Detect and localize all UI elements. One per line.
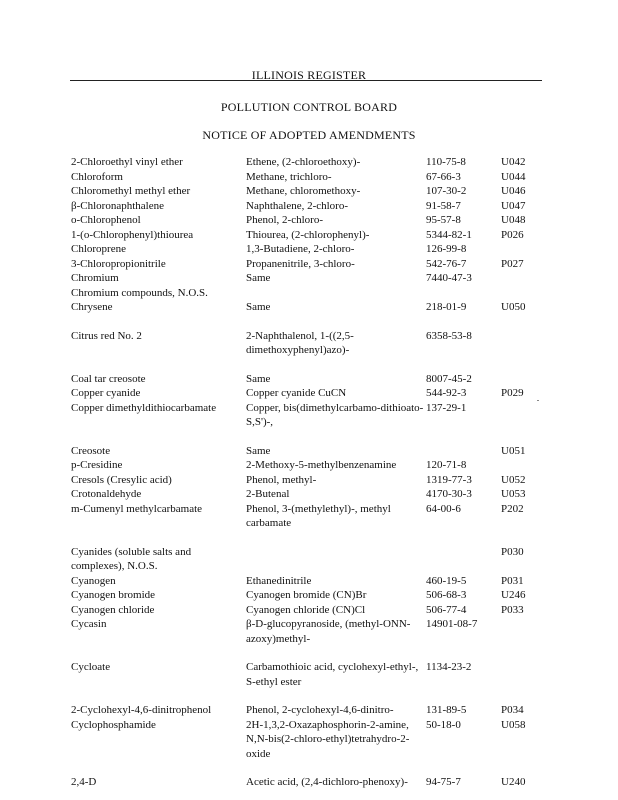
waste-code <box>501 271 541 286</box>
chemical-synonym <box>246 531 426 574</box>
chemical-name: Chloromethyl methyl ether <box>71 185 191 197</box>
chemical-synonym: Phenol, 2-cyclohexyl-4,6-dinitro- <box>246 704 394 716</box>
board-title: POLLUTION CONTROL BOARD <box>220 100 398 114</box>
waste-code: P031 <box>501 574 524 587</box>
waste-code: P026 <box>501 228 524 241</box>
cas-number <box>426 286 501 301</box>
waste-code: U046 <box>501 185 526 197</box>
chemical-synonym: 2-Naphthalenol, 1-((2,5-dimethoxyphenyl)azo)- <box>246 329 354 356</box>
chemical-synonym: Same <box>246 444 271 457</box>
waste-code: U058 <box>501 718 526 731</box>
chemical-synonym: Same <box>246 301 271 313</box>
chemical-synonym: β-D-glucopyranoside, (methyl-ONN-azoxy)methyl- <box>246 618 411 645</box>
cas-number: 6358-53-8 <box>426 329 472 342</box>
cas-number: 126-99-8 <box>426 243 467 255</box>
table-row <box>71 155 541 170</box>
table-row <box>71 574 541 589</box>
waste-code <box>501 358 541 387</box>
chemical-name: Chromium <box>71 272 119 284</box>
chemical-synonym: Copper cyanide CuCN <box>246 387 347 399</box>
cas-number: 506-77-4 <box>426 603 467 616</box>
cas-number: 50-18-0 <box>426 718 461 731</box>
waste-code: U246 <box>501 589 526 601</box>
chemical-name: Creosote <box>71 444 111 457</box>
chemical-synonym: Cyanogen bromide (CN)Br <box>246 589 367 601</box>
chemical-synonym: Acetic acid, (2,4-dichloro-phenoxy)- <box>246 776 408 788</box>
cas-number <box>426 430 501 459</box>
chemical-name: 2-Chloroethyl vinyl ether <box>71 156 183 168</box>
cas-number: 137-29-1 <box>426 401 467 414</box>
chemical-name: Citrus red No. 2 <box>71 329 142 342</box>
chemical-name: 2-Cyclohexyl-4,6-dinitrophenol <box>71 704 212 716</box>
table-row <box>71 286 541 301</box>
waste-code: P034 <box>501 704 524 716</box>
chemical-name: Cycloate <box>71 661 111 673</box>
cas-number: 110-75-8 <box>426 156 466 168</box>
table-row <box>71 271 541 286</box>
scan-speck <box>537 400 539 401</box>
cas-number: 91-58-7 <box>426 199 461 212</box>
cas-number: 1134-23-2 <box>426 661 472 673</box>
table-row <box>71 487 541 502</box>
chemical-name: o-Chlorophenol <box>71 214 141 226</box>
cas-number: 218-01-9 <box>426 301 467 313</box>
table-row <box>71 473 541 488</box>
chemical-name: Chloroprene <box>71 243 126 255</box>
chemical-synonym: Ethene, (2-chloroethoxy)- <box>246 156 361 168</box>
table-row <box>71 199 541 214</box>
chemical-name: Chloroform <box>71 170 123 183</box>
chemical-synonym: Ethanedinitrile <box>246 574 312 587</box>
cas-number: 64-00-6 <box>426 502 461 515</box>
chemical-name: Cycasin <box>71 618 107 630</box>
waste-code <box>501 617 541 646</box>
register-title: ILLINOIS REGISTER <box>251 68 367 82</box>
table-row <box>71 358 541 387</box>
cas-number: 95-57-8 <box>426 214 461 226</box>
waste-code: U050 <box>501 301 526 313</box>
cas-number: 7440-47-3 <box>426 272 472 284</box>
table-row <box>71 386 541 401</box>
cas-number: 1319-77-3 <box>426 473 472 486</box>
chemical-synonym: Same <box>246 272 271 284</box>
table-row <box>71 213 541 228</box>
cas-number: 107-30-2 <box>426 185 467 197</box>
chemical-table-body <box>71 155 541 790</box>
waste-code: U044 <box>501 170 526 183</box>
chemical-synonym: Phenol, 2-chloro- <box>246 214 323 226</box>
waste-code: U047 <box>501 199 526 212</box>
waste-code <box>501 242 541 257</box>
notice-title: NOTICE OF ADOPTED AMENDMENTS <box>202 128 416 142</box>
chemical-name: Cyclophosphamide <box>71 718 156 731</box>
table-row <box>71 242 541 257</box>
table-row <box>71 531 541 574</box>
chemical-name: p-Cresidine <box>71 459 123 471</box>
chemical-synonym: Phenol, methyl- <box>246 473 317 486</box>
cas-number: 506-68-3 <box>426 589 467 601</box>
chemical-synonym: 2-Butenal <box>246 488 290 500</box>
cas-number: 14901-08-7 <box>426 618 478 630</box>
waste-code <box>501 646 541 689</box>
table-row <box>71 170 541 185</box>
chemical-name: Copper dimethyldithiocarbamate <box>71 401 217 414</box>
chemical-name: β-Chloronaphthalene <box>71 199 164 212</box>
chemical-name: Chrysene <box>71 301 113 313</box>
waste-code: U048 <box>501 214 526 226</box>
waste-code: P030 <box>501 545 524 558</box>
table-row <box>71 257 541 272</box>
waste-code: U052 <box>501 473 526 486</box>
waste-code <box>501 315 541 358</box>
chemical-name: 1-(o-Chlorophenyl)thiourea <box>71 228 194 241</box>
table-row <box>71 502 541 531</box>
chemical-synonym: Carbamothioic acid, cyclohexyl-ethyl-, S-ethyl ester <box>246 661 419 688</box>
chemical-synonym: 2H-1,3,2-Oxazaphosphorin-2-amine, N,N-bis(2-chloro-ethyl)tetrahydro-2-oxide <box>246 718 410 760</box>
cas-number: 67-66-3 <box>426 170 461 183</box>
chemical-name: Cyanogen <box>71 574 116 587</box>
table-row <box>71 588 541 603</box>
waste-code <box>501 458 541 473</box>
table-row <box>71 603 541 618</box>
chemical-name: m-Cumenyl methylcarbamate <box>71 502 203 515</box>
chemical-synonym: Thiourea, (2-chlorophenyl)- <box>246 228 370 241</box>
chemical-synonym: Methane, trichloro- <box>246 170 332 183</box>
waste-code: U051 <box>501 444 526 457</box>
table-row <box>71 718 541 762</box>
table-row <box>71 458 541 473</box>
cas-number: 8007-45-2 <box>426 372 472 385</box>
table-row <box>71 315 541 358</box>
chemical-synonym: Copper, bis(dimethylcarbamo-dithioato-S,S')-, <box>246 401 424 428</box>
chemical-synonym: Methane, chloromethoxy- <box>246 185 361 197</box>
chemical-synonym: 2-Methoxy-5-methylbenzenamine <box>246 459 397 471</box>
chemical-synonym: 1,3-Butadiene, 2-chloro- <box>246 243 355 255</box>
cas-number: 4170-30-3 <box>426 488 472 500</box>
cas-number: 542-76-7 <box>426 257 467 270</box>
chemical-name: 3-Chloropropionitrile <box>71 257 166 270</box>
table-row <box>71 646 541 689</box>
waste-code <box>501 401 541 430</box>
chemical-name: Coal tar creosote <box>71 372 146 385</box>
chemical-synonym: Phenol, 3-(methylethyl)-, methyl carbamate <box>246 502 391 529</box>
cas-number: 544-92-3 <box>426 387 467 399</box>
chemical-table <box>71 155 541 790</box>
chemical-name: Crotonaldehyde <box>71 488 142 500</box>
waste-code: U042 <box>501 156 526 168</box>
chemical-name: Cresols (Cresylic acid) <box>71 473 172 486</box>
table-row <box>71 617 541 646</box>
chemical-synonym: Cyanogen chloride (CN)Cl <box>246 603 366 616</box>
table-row <box>71 401 541 430</box>
chemical-name: Cyanogen bromide <box>71 589 156 601</box>
chemical-name: Cyanogen chloride <box>71 603 155 616</box>
cas-number <box>426 531 501 574</box>
cas-number: 94-75-7 <box>426 776 461 788</box>
table-row <box>71 300 541 315</box>
chemical-synonym: Propanenitrile, 3-chloro- <box>246 257 355 270</box>
waste-code <box>501 286 541 301</box>
chemical-synonym: Same <box>246 372 271 385</box>
waste-code: U240 <box>501 776 526 788</box>
chemical-name: Chromium compounds, N.O.S. <box>71 286 208 299</box>
waste-code: P033 <box>501 603 524 616</box>
waste-code: U053 <box>501 488 526 500</box>
cas-number: 5344-82-1 <box>426 228 472 241</box>
chemical-synonym <box>246 286 426 301</box>
cas-number: 120-71-8 <box>426 459 467 471</box>
chemical-name: Copper cyanide <box>71 387 141 399</box>
chemical-name: Cyanides (soluble salts and complexes), N.O.S. <box>71 545 192 572</box>
cas-number: 131-89-5 <box>426 704 467 716</box>
table-row <box>71 689 541 718</box>
table-row <box>71 761 541 790</box>
waste-code: P027 <box>501 257 524 270</box>
chemical-name: 2,4-D <box>71 776 97 788</box>
cas-number: 460-19-5 <box>426 574 467 587</box>
waste-code: P202 <box>501 502 524 515</box>
header-rule <box>70 80 542 81</box>
table-row <box>71 228 541 243</box>
waste-code: P029 <box>501 387 524 399</box>
table-row <box>71 184 541 199</box>
chemical-synonym: Naphthalene, 2-chloro- <box>246 199 349 212</box>
table-row <box>71 430 541 459</box>
